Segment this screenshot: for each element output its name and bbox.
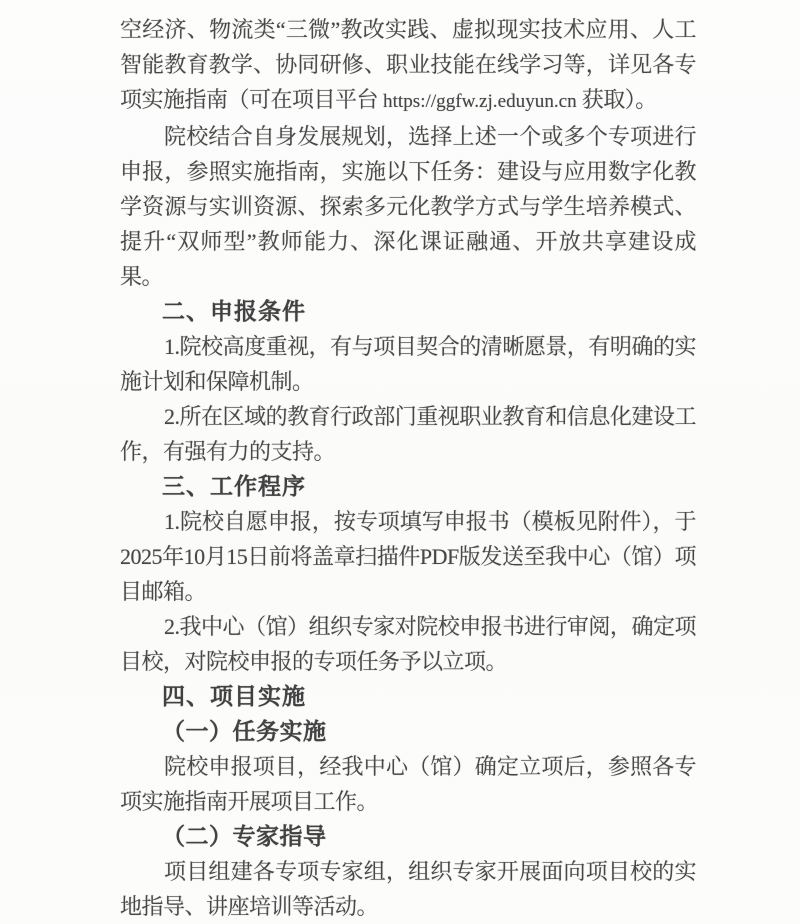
para-procedure-2-expert-review: 2.我中心（馆）组织专家对院校申报书进行审阅，确定项目校，对院校申报的专项任务予以立项。 [120, 614, 696, 674]
subheading-expert-guidance: （二）专家指导 [162, 824, 327, 849]
project-platform-url: https://ggfw.zj.eduyun.cn [383, 91, 577, 112]
para-procedure-1-application-deadline: 1.院校自愿申报，按专项填写申报书（模板见附件），于2025年10月15日前将盖章扫描件PDF版发送至我中心（馆）项目邮箱。 [120, 509, 696, 604]
heading-section-3-work-procedure: 三、工作程序 [162, 473, 306, 499]
para-condition-1: 1.院校高度重视，有与项目契合的清晰愿景，有明确的实施计划和保障机制。 [120, 334, 696, 394]
subheading-task-implementation: （一）任务实施 [162, 719, 327, 744]
para-expert-guidance: 项目组建各专项专家组，组织专家开展面向项目校的实地指导、讲座培训等活动。 [120, 859, 696, 919]
para-school-planning-tasks: 院校结合自身发展规划，选择上述一个或多个专项进行申报，参照实施指南，实施以下任务：建设与应用数字化教学资源与实训资源、探索多元化教学方式与学生培养模式、提升“双师型”教师能力、深化课证融通、开放共享建设成果。 [120, 124, 696, 289]
para-task-implementation: 院校申报项目，经我中心（馆）确定立项后，参照各专项实施指南开展项目工作。 [120, 754, 696, 814]
heading-section-4-project-implementation: 四、项目实施 [162, 683, 306, 709]
para-condition-2: 2.所在区域的教育行政部门重视职业教育和信息化建设工作，有强有力的支持。 [120, 404, 696, 464]
para-special-projects-text-after-url: 获取）。 [576, 87, 657, 112]
heading-section-2-application-conditions: 二、申报条件 [162, 298, 306, 324]
para-special-projects-continued [120, 12, 696, 119]
para-special-projects-text-before-url: 空经济、物流类“三微”教改实践、虚拟现实技术应用、人工智能教育教学、协同研修、职业技能在线学习等，详见各专项实施指南（可在项目平台 [120, 17, 696, 112]
